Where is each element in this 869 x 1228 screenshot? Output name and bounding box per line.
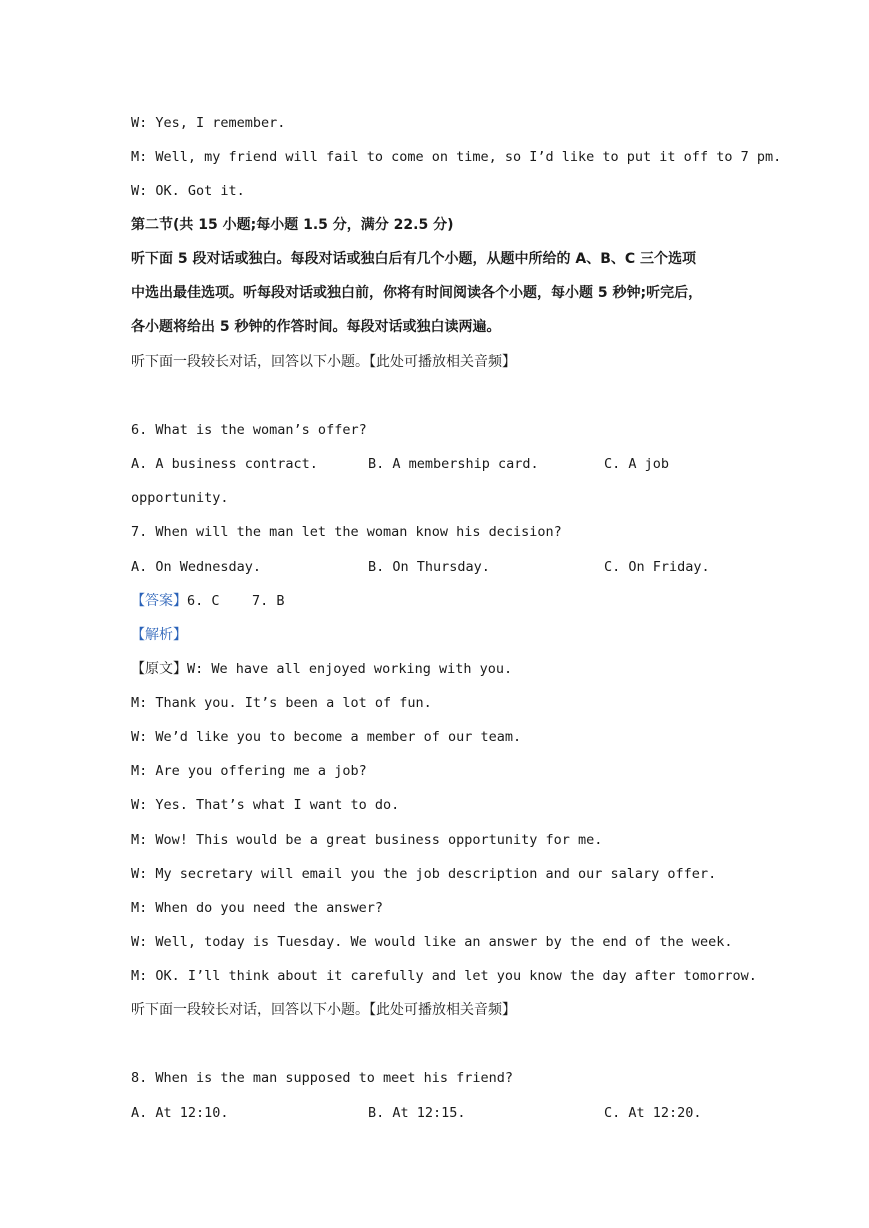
transcript-line: M: Are you offering me a job? bbox=[131, 763, 367, 779]
answer-text: 6. C 7. B bbox=[187, 593, 285, 609]
transcript-line: M: Thank you. It’s been a lot of fun. bbox=[131, 695, 432, 711]
q6-option-b: B. A membership card. bbox=[368, 456, 539, 472]
q7-option-c: C. On Friday. bbox=[604, 559, 710, 575]
transcript-line: W: Yes. That’s what I want to do. bbox=[131, 797, 400, 813]
transcript-line: M: OK. I’ll think about it carefully and let you know the day after tomorrow. bbox=[131, 968, 757, 984]
transcript-first-line bbox=[131, 660, 512, 678]
dialogue-line: W: OK. Got it. bbox=[131, 183, 245, 199]
section-heading: 第二节(共 15 小题;每小题 1.5 分，满分 22.5 分) bbox=[131, 217, 454, 233]
question-8-stem: 8. When is the man supposed to meet his friend? bbox=[131, 1070, 514, 1086]
listen-note: 听下面一段较长对话，回答以下小题。【此处可播放相关音频】 bbox=[131, 1002, 516, 1018]
analysis-label: 【解析】 bbox=[131, 627, 187, 643]
answer-line bbox=[131, 592, 285, 610]
q8-option-b: B. At 12:15. bbox=[368, 1105, 466, 1121]
listen-note: 听下面一段较长对话，回答以下小题。【此处可播放相关音频】 bbox=[131, 354, 516, 370]
q6-option-c-continued: opportunity. bbox=[131, 490, 229, 506]
transcript-text: W: We have all enjoyed working with you. bbox=[187, 661, 513, 677]
question-7-stem: 7. When will the man let the woman know his decision? bbox=[131, 524, 562, 540]
q6-option-a: A. A business contract. bbox=[131, 456, 318, 472]
instruction-line: 听下面 5 段对话或独白。每段对话或独白后有几个小题，从题中所给的 A、B、C 三个选项 bbox=[131, 251, 697, 267]
question-6-stem: 6. What is the woman’s offer? bbox=[131, 422, 367, 438]
q6-option-c: C. A job bbox=[604, 456, 670, 472]
q8-option-a: A. At 12:10. bbox=[131, 1105, 229, 1121]
answer-label: 【答案】 bbox=[131, 593, 187, 609]
instruction-line: 中选出最佳选项。听每段对话或独白前，你将有时间阅读各个小题，每小题 5 秒钟;听完后， bbox=[131, 285, 703, 301]
transcript-line: W: Well, today is Tuesday. We would like an answer by the end of the week. bbox=[131, 934, 733, 950]
instruction-line: 各小题将给出 5 秒钟的作答时间。每段对话或独白读两遍。 bbox=[131, 319, 501, 335]
transcript-label: 【原文】 bbox=[131, 661, 187, 677]
transcript-line: W: We’d like you to become a member of our team. bbox=[131, 729, 522, 745]
transcript-line: M: Wow! This would be a great business opportunity for me. bbox=[131, 832, 603, 848]
dialogue-line: W: Yes, I remember. bbox=[131, 115, 286, 131]
transcript-line: W: My secretary will email you the job description and our salary offer. bbox=[131, 866, 717, 882]
dialogue-line: M: Well, my friend will fail to come on time, so I’d like to put it off to 7 pm. bbox=[131, 149, 782, 165]
q7-option-b: B. On Thursday. bbox=[368, 559, 490, 575]
transcript-line: M: When do you need the answer? bbox=[131, 900, 383, 916]
q7-option-a: A. On Wednesday. bbox=[131, 559, 262, 575]
q8-option-c: C. At 12:20. bbox=[604, 1105, 702, 1121]
